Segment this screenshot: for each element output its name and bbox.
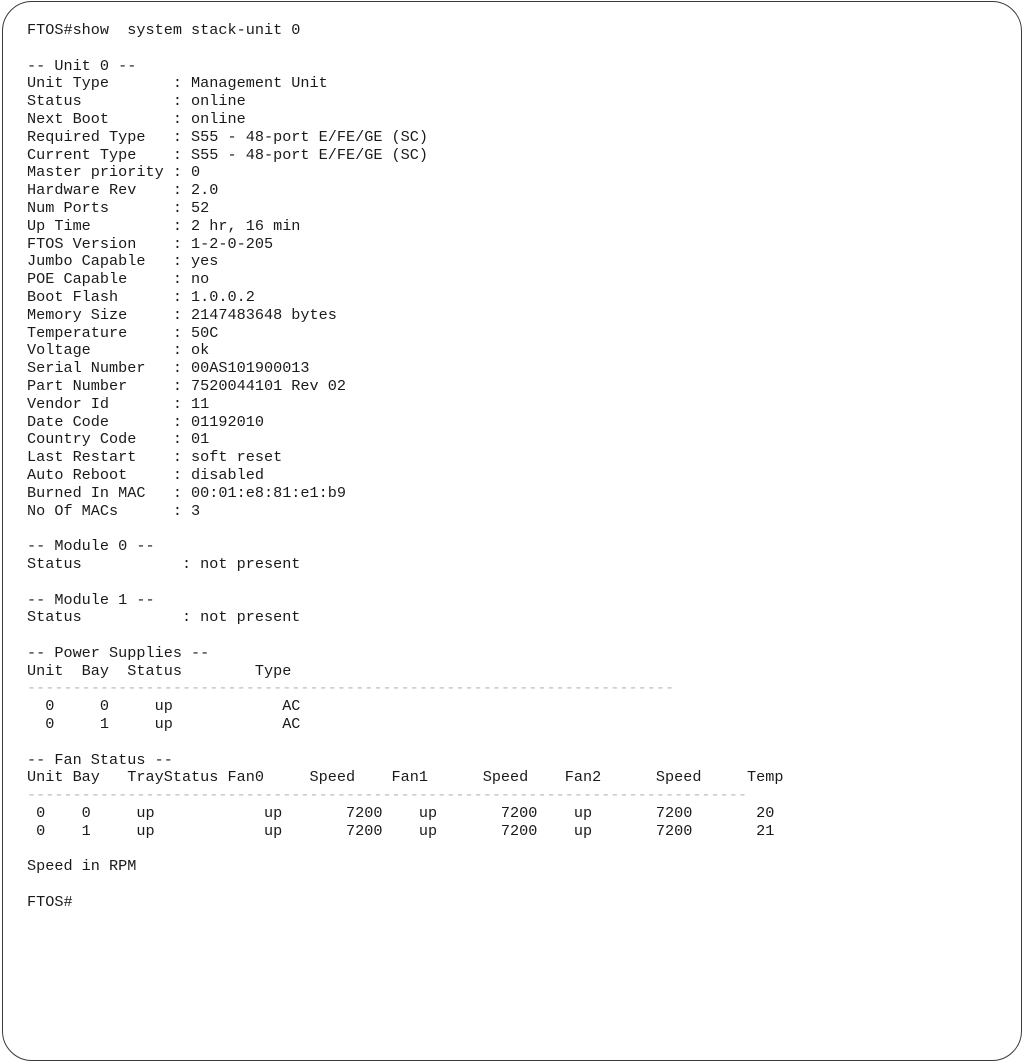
power-supplies-column-headers: Unit Bay Status Type [27,661,292,680]
section-header-unit: -- Unit 0 -- [27,56,137,75]
section-header-module-1: -- Module 1 -- [27,590,155,609]
terminal-window [2,1,1022,1061]
blank-line [27,40,783,58]
unit-field-row: No Of MACs : 3 [27,501,201,520]
blank-line [27,627,783,645]
blank-line [27,734,783,752]
unit-field-row: Jumbo Capable : yes [27,252,219,271]
unit-field-row: Next Boot : online [27,109,246,128]
unit-field-row: Hardware Rev : 2.0 [27,181,219,200]
blank-line [27,876,783,894]
power-supplies-divider: ----------------------------------------------------------------------- [27,679,675,698]
unit-field-row: Part Number : 7520044101 Rev 02 [27,376,346,395]
unit-field-row: Boot Flash : 1.0.0.2 [27,287,255,306]
unit-field-row: Unit Type : Management Unit [27,74,328,93]
module-0-status: Status : not present [27,554,301,573]
module-1-status: Status : not present [27,608,301,627]
unit-field-row: Status : online [27,92,246,111]
unit-field-row: Voltage : ok [27,341,210,360]
footer-note: Speed in RPM [27,857,137,876]
unit-field-row: Last Restart : soft reset [27,448,283,467]
unit-field-row: Country Code : 01 [27,430,210,449]
fan-status-row: 0 1 up up 7200 up 7200 up 7200 21 [27,821,775,840]
fan-status-column-headers: Unit Bay TrayStatus Fan0 Speed Fan1 Speed Fan2 Speed Temp [27,768,784,787]
section-header-power-supplies: -- Power Supplies -- [27,643,210,662]
unit-field-row: Temperature : 50C [27,323,219,342]
unit-field-row: Burned In MAC : 00:01:e8:81:e1:b9 [27,483,346,502]
unit-field-row: FTOS Version : 1-2-0-205 [27,234,274,253]
blank-line [27,574,783,592]
blank-line [27,841,783,859]
terminal-output [27,22,783,912]
section-header-module-0: -- Module 0 -- [27,537,155,556]
unit-field-row: Num Ports : 52 [27,198,210,217]
command-prompt: FTOS# [27,893,73,912]
unit-field-row: POE Capable : no [27,270,210,289]
fan-status-row: 0 0 up up 7200 up 7200 up 7200 20 [27,804,775,823]
unit-field-row: Vendor Id : 11 [27,394,210,413]
unit-field-row: Memory Size : 2147483648 bytes [27,305,337,324]
unit-field-row: Up Time : 2 hr, 16 min [27,216,301,235]
command-line: FTOS#show system stack-unit 0 [27,21,301,39]
unit-field-row: Serial Number : 00AS101900013 [27,359,310,378]
unit-field-row: Master priority : 0 [27,163,201,182]
blank-line [27,520,783,538]
fan-status-divider: ------------------------------------------------------------------------------- [27,786,748,805]
unit-field-row: Auto Reboot : disabled [27,465,264,484]
section-header-fan-status: -- Fan Status -- [27,750,173,769]
power-supply-row: 0 0 up AC [27,697,301,716]
unit-field-row: Required Type : S55 - 48-port E/FE/GE (SC) [27,127,429,146]
power-supply-row: 0 1 up AC [27,715,301,734]
unit-field-row: Current Type : S55 - 48-port E/FE/GE (SC) [27,145,429,164]
unit-field-row: Date Code : 01192010 [27,412,264,431]
